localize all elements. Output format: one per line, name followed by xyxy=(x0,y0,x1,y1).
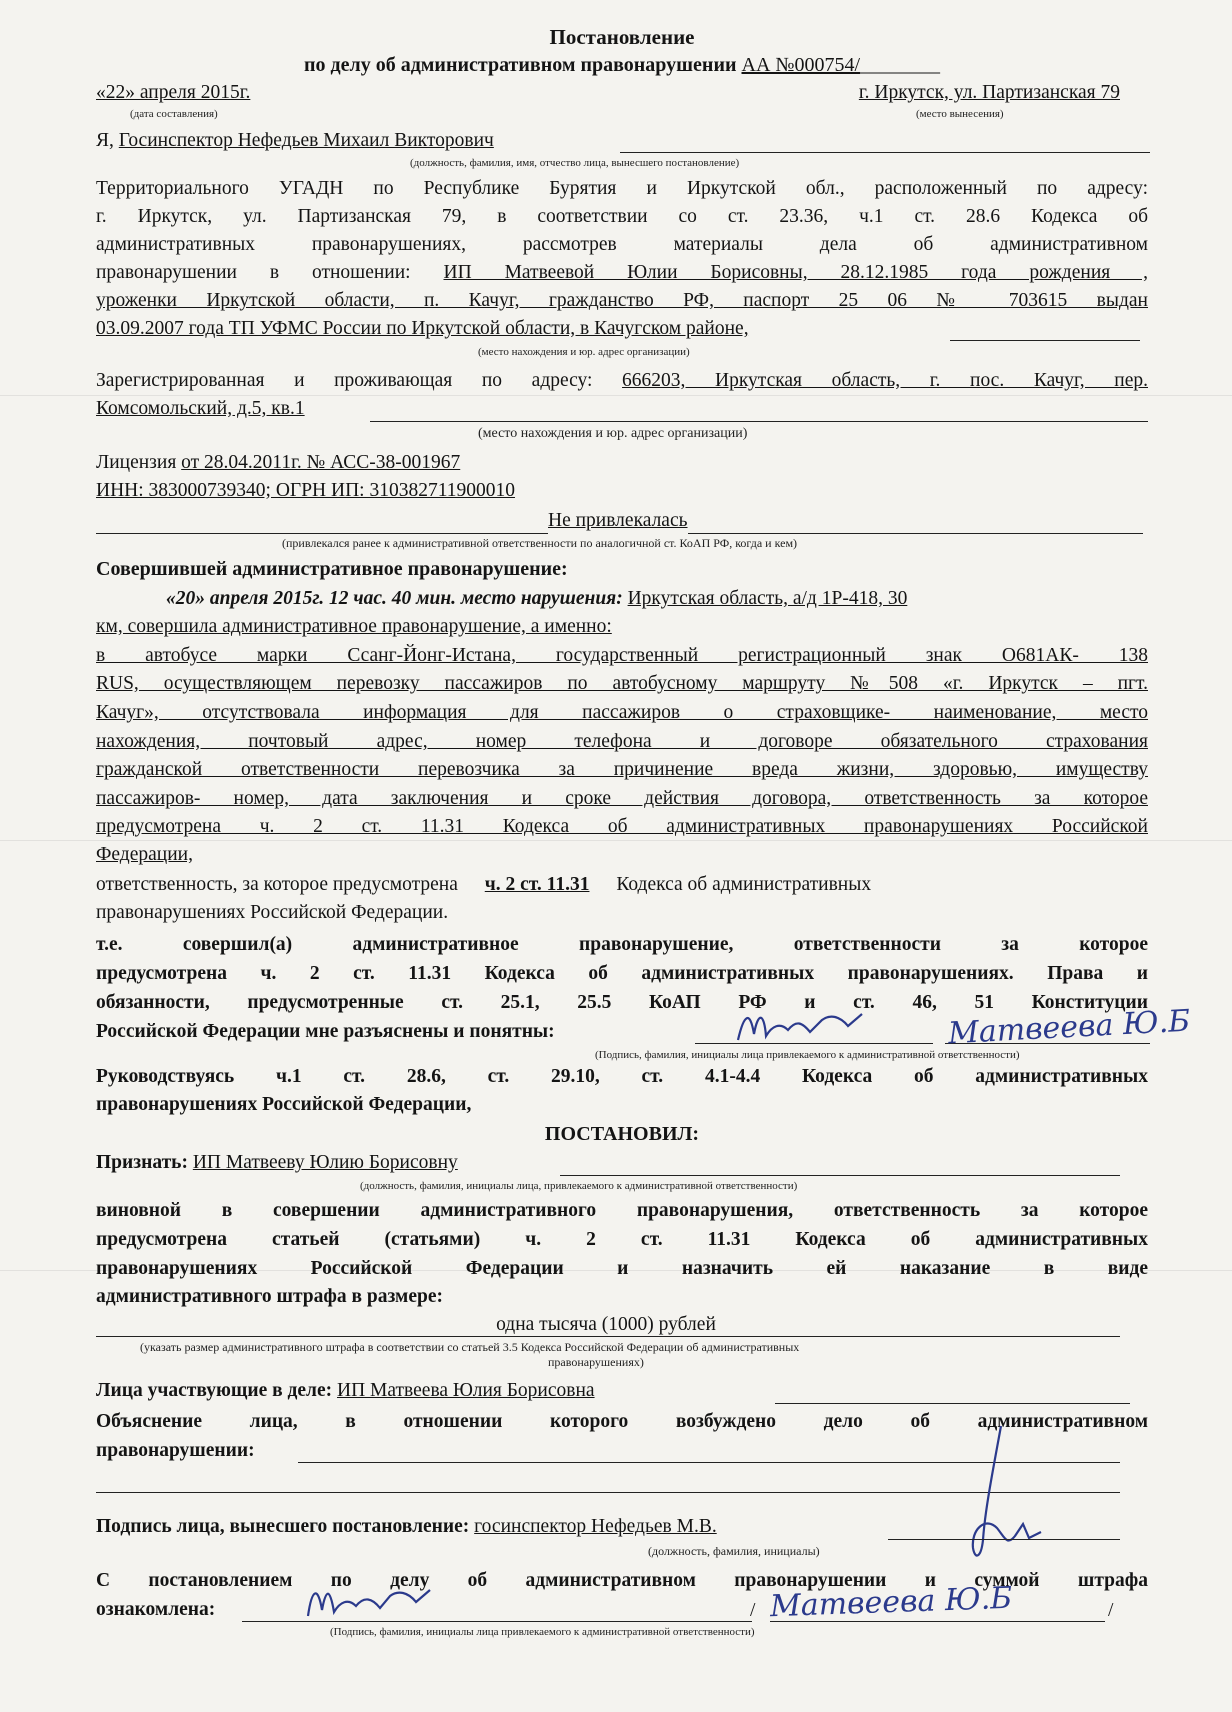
para1-line: административных правонарушениях, рассмотрев материалы дела об административном xyxy=(96,234,1148,255)
parties-value: ИП Матвеева Юлия Борисовна xyxy=(337,1380,595,1401)
signature-icon xyxy=(300,1578,440,1624)
guilty-line: виновной в совершении административного правонарушения, ответственность за которое xyxy=(96,1200,1148,1221)
license-number: от 28.04.2011г. № АСС-38-001967 xyxy=(181,452,461,473)
guilty-line: административного штрафа в размере: xyxy=(96,1286,443,1307)
document-page: Постановление по делу об административном правонарушении АА №000754/________ «22» апреля 2015г. г. Иркутск, ул. Партизанская 79 (дата составления) (место вынесения) Я, Госинспектор Нефедьев Михаил Викторович (должность, фамилия, имя, отчество лица, вынесшего постановление) Территориального УГАДН по Республике Бурятия и Иркутской обл., расположенный по адресу: г. Иркутск, ул. Партизанская 79, в соответствии со ст. 23.36, ч.1 ст. 28.6 Кодекса об административных правонарушениях, рассмотрев материалы дела об административном правонарушении в отношении: ИП Матвеевой Юлии Борисовны, 28.12.1985 года рождения , уроженки Иркутской области, п. Качуг, гражданство РФ, паспорт 25 06 № 703615 выдан 03.09.2007 года ТП УФМС России по Иркутской области, в Качугском районе, (место нахождения и юр. адрес организации) Зарегистрированная и проживающая по адресу: 666203, Иркутская область, г. пос. Качуг, пер. Комсомольский, д.5, кв.1 (место нахождения и юр. адрес организации) Лицензия от 28.04.2011г. № АСС-38-001967 ИНН: 383000739340; ОГРН ИП: 310382711900010 Не привлекалась (привлекался ранее к административной ответственности по аналогичной ст. КоАП РФ, когда и кем) Совершившей административное правонарушение: «20» апреля 2015г. 12 час. 40 мин. место нарушения: Иркутская область, а/д 1Р-418, 30 км, совершила административное правонарушение, а именно: в автобусе марки Ссанг-Йонг-Истана, государственный регистрационный знак О681АК- 138 RUS, осуществляющем перевозку пассажиров по автобусному маршруту №508 «г. Иркутск – пгт. Качуг», отсутствовала информация для пассажиров о страховщике- наименование, место нахождения, почтовый адрес, номер телефона и договоре обязательного страхования гражданской ответственности перевозчика за причинение вреда жизни, здоровью, имуществу пассажиров- номер, дата заключения и сроке действия договора, ответственность за которое предусмотрена ч. 2 ст. 11.31 Кодекса об административных правонарушениях Российской Федерации, ответственность, за которое предусмотрена ч. 2 ст. 11.31 Кодекса об административных правонарушениях Российской Федерации. т.е. совершил(а) административное правонарушение, ответственности за которое предусмотрена ч. 2 ст. 11.31 Кодекса об административных правонарушениях. Права и обязанности, предусмотренные ст. 25.1, 25.5 КоАП РФ и ст. 46, 51 Конституции Российской Федерации мне разъяснены и понятны: Матвеева Ю.Б (Подпись, фамилия, инициалы лица привлекаемого к административной ответственности) Руководствуясь ч.1 ст. 28.6, ст. 29.10, ст. 4.1-4.4 Кодекса об административных правонарушениях Российской Федерации, ПОСТАНОВИЛ: Признать: ИП Матвееву Юлию Борисовну (должность, фамилия, инициалы лица, привлекаемого к административной ответственности) виновной в совершении административного правонарушения, ответственность за которое предусмотрена статьей (статьями) ч. 2 ст. 11.31 Кодекса об административных правонарушениях Российской Федерации и назначить ей наказание в виде административного штрафа в размере: одна тысяча (1000) рублей (указать размер административного штрафа в соответствии со статьей 3.5 Кодекса Российской Федерации об административных правонарушениях) Лица участвующие в деле: ИП Матвеева Юлия Борисовна Объяснение лица, в отношении которого возбуждено дело об административном правонарушении: Подпись лица, вынесшего постановление: госинспектор Нефедьев М.В. (должность, фамилия, инициалы) С постановлением по делу об административном правонарушении и суммой штрафа ознакомлена: / / Матвеева Ю.Б (Подпись, фамилия, инициалы лица привлекаемого к административной ответственности) xyxy=(0,0,1232,1712)
explanation-line: Объяснение лица, в отношении которого возбуждено дело об административном xyxy=(96,1411,1148,1432)
violation-line: пассажиров- номер, дата заключения и сроке действия договора, ответственность за которое xyxy=(96,788,1148,809)
reg-address: 666203, Иркутская область, г. пос. Качуг, пер. xyxy=(622,370,1148,391)
ack-line: С постановлением по делу об административном правонарушении и суммой штрафа xyxy=(96,1570,1148,1591)
ack-caption: (Подпись, фамилия, инициалы лица привлекаемого к административной ответственности) xyxy=(330,1626,755,1638)
reg-address-line: Зарегистрированная и проживающая по адресу: 666203, Иркутская область, г. пос. Качуг, пер. xyxy=(96,370,1148,391)
parties-row: Лица участвующие в деле: ИП Матвеева Юлия Борисовна xyxy=(96,1380,595,1401)
violation-line: Качуг», отсутствовала информация для пассажиров о страховщике- наименование, место xyxy=(96,702,1148,723)
responsibility-line: ответственность, за которое предусмотрена ч. 2 ст. 11.31 Кодекса об административных xyxy=(96,874,872,895)
rights-line: обязанности, предусмотренные ст. 25.1, 25.5 КоАП РФ и ст. 46, 51 Конституции xyxy=(96,992,1148,1013)
inn-ogrn: ИНН: 383000739340; ОГРН ИП: 310382711900010 xyxy=(96,480,515,501)
issuer-sign-caption: (должность, фамилия, инициалы) xyxy=(648,1544,820,1558)
guided-line: Руководствуясь ч.1 ст. 28.6, ст. 29.10, ст. 4.1-4.4 Кодекса об административных xyxy=(96,1066,1148,1087)
article-ref: ч. 2 ст. 11.31 xyxy=(484,874,590,895)
fine-caption-2: правонарушениях) xyxy=(548,1355,644,1369)
violation-line: в автобусе марки Ссанг-Йонг-Истана, государственный регистрационный знак О681АК- 138 xyxy=(96,645,1148,666)
paper-fold xyxy=(0,840,1232,841)
issuer-caption: (должность, фамилия, имя, отчество лица, вынесшего постановление) xyxy=(410,157,740,169)
violation-heading: Совершившей административное правонарушение: xyxy=(96,558,568,580)
recognize-row: Признать: ИП Матвееву Юлию Борисовну xyxy=(96,1152,458,1173)
prior-offenses: Не привлекалась xyxy=(548,510,688,531)
violation-time: «20» апреля 2015г. 12 час. 40 мин. место нарушения: xyxy=(166,588,623,609)
decided-heading: ПОСТАНОВИЛ: xyxy=(544,1123,700,1145)
handwritten-name: Матвеева Ю.Б xyxy=(947,1003,1192,1052)
reg-address-cont: Комсомольский, д.5, кв.1 xyxy=(96,398,305,419)
guilty-line: предусмотрена статьей (статьями) ч. 2 ст. 11.31 Кодекса об административных xyxy=(96,1229,1148,1250)
violation-line: Федерации, xyxy=(96,844,193,865)
document-date: «22» апреля 2015г. xyxy=(96,82,251,103)
license-line: Лицензия от 28.04.2011г. № АСС-38-001967 xyxy=(96,452,461,473)
rights-line: предусмотрена ч. 2 ст. 11.31 Кодекса об административных правонарушениях. Права и xyxy=(96,963,1148,984)
issuer-name: Госинспектор Нефедьев Михаил Викторович xyxy=(118,130,494,151)
violation-line: гражданской ответственности перевозчика за причинение вреда жизни, здоровью, имуществу xyxy=(96,759,1148,780)
document-subtitle: по делу об административном правонарушении АА №000754/________ xyxy=(303,54,941,76)
subject-passport: 03.09.2007 года ТП УФМС России по Иркутской области, в Качугском районе, xyxy=(96,318,749,339)
place-caption: (место вынесения) xyxy=(916,108,1004,120)
rights-line: Российской Федерации мне разъяснены и понятны: xyxy=(96,1021,555,1042)
prior-caption: (привлекался ранее к административной ответственности по аналогичной ст. КоАП РФ, когда и кем) xyxy=(282,536,798,550)
violation-line: RUS, осуществляющем перевозку пассажиров по автобусному маршруту №508 «г. Иркутск – пгт. xyxy=(96,673,1148,694)
guided-line-2: правонарушениях Российской Федерации, xyxy=(96,1094,472,1115)
fine-caption: (указать размер административного штрафа в соответствии со статьей 3.5 Кодекса Российской Федерации об административных xyxy=(140,1340,800,1354)
violation-line: предусмотрена ч. 2 ст. 11.31 Кодекса об административных правонарушениях Российской xyxy=(96,816,1148,837)
recognize-caption: (должность, фамилия, инициалы лица, привлекаемого к административной ответственности) xyxy=(360,1180,798,1192)
subject-name: ИП Матвеевой Юлии Борисовны, 28.12.1985 года рождения , xyxy=(443,262,1148,283)
violation-place: Иркутская область, а/д 1Р-418, 30 xyxy=(627,588,908,609)
responsibility-line-2: правонарушениях Российской Федерации. xyxy=(96,902,449,923)
prior-offenses-row xyxy=(96,508,1148,534)
fine-amount: одна тысяча (1000) рублей xyxy=(496,1314,716,1335)
explanation-line-2: правонарушении: xyxy=(96,1440,255,1461)
signature-icon xyxy=(945,1420,1055,1570)
guilty-line: правонарушениях Российской Федерации и назначить ей наказание в виде xyxy=(96,1258,1148,1279)
issuer-row: Я, Госинспектор Нефедьев Михаил Викторович xyxy=(96,130,494,151)
handwritten-name: Матвеева Ю.Б xyxy=(769,1580,1013,1625)
para1-line: Территориального УГАДН по Республике Бурятия и Иркутской обл., расположенный по адресу: xyxy=(96,178,1148,199)
document-title: Постановление xyxy=(549,25,695,49)
date-caption: (дата составления) xyxy=(130,108,218,120)
recognize-value: ИП Матвееву Юлию Борисовну xyxy=(192,1152,458,1173)
para1-line: правонарушении в отношении: ИП Матвеевой Юлии Борисовны, 28.12.1985 года рождения , xyxy=(96,262,1148,283)
para1-line: г. Иркутск, ул. Партизанская 79, в соответствии со ст. 23.36, ч.1 ст. 28.6 Кодекса об xyxy=(96,206,1148,227)
violation-line: нахождения, почтовый адрес, номер телефона и договоре обязательного страхования xyxy=(96,731,1148,752)
violation-time-row xyxy=(96,586,1148,612)
issuer-sign-row: Подпись лица, вынесшего постановление: госинспектор Нефедьев М.В. xyxy=(96,1516,717,1537)
rights-line: т.е. совершил(а) административное правонарушение, ответственности за которое xyxy=(96,934,1148,955)
case-number: АА №000754/ xyxy=(741,54,861,76)
issuer-sign-value: госинспектор Нефедьев М.В. xyxy=(474,1516,717,1537)
signature-icon xyxy=(730,1000,870,1050)
document-place: г. Иркутск, ул. Партизанская 79 xyxy=(858,82,1120,103)
org-caption: (место нахождения и юр. адрес организации) xyxy=(478,346,690,358)
ack-line-2: ознакомлена: xyxy=(96,1599,216,1620)
sign-caption: (Подпись, фамилия, инициалы лица привлекаемого к административной ответственности) xyxy=(595,1049,1020,1061)
org-caption-2: (место нахождения и юр. адрес организации) xyxy=(478,426,748,441)
violation-line: км, совершила административное правонарушение, а именно: xyxy=(96,616,612,637)
fine-row xyxy=(96,1312,1116,1338)
subject-birthplace: уроженки Иркутской области, п. Качуг, гражданство РФ, паспорт 25 06 № 703615 выдан xyxy=(96,290,1148,311)
